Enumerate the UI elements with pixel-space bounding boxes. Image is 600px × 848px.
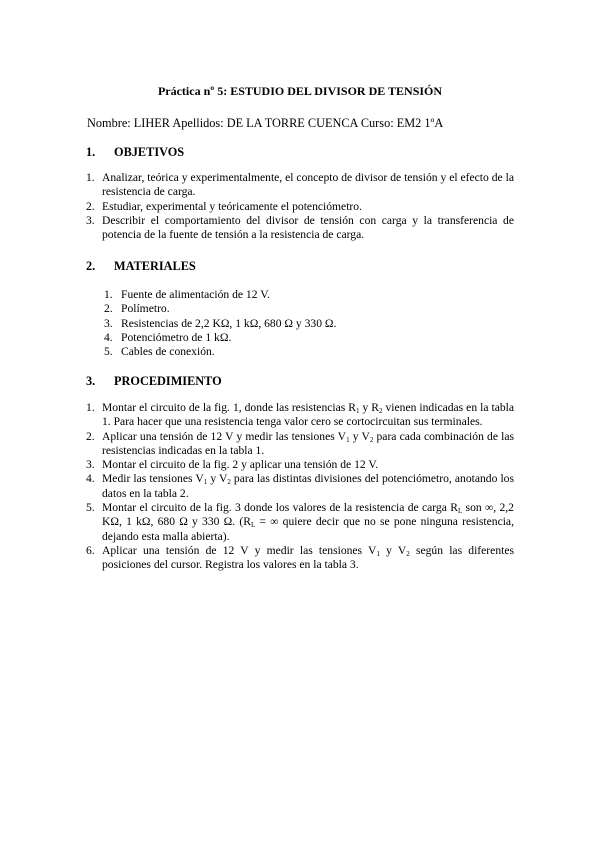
list-item: 5. Cables de conexión. [104,345,215,359]
list-item: 2. Aplicar una tensión de 12 V y medir las tensiones $V_1$ y $V_2$ para cada combinación de las resistencias indicadas en la tabla 1. [86,429,515,457]
list-item: 3. Montar el circuito de la fig. 2 y aplicar una tensión de 12 V. [86,458,379,472]
list-item: 1. Montar el circuito de la fig. 1, donde las resistencias $R_1$ y $R_2$ vienen indicadas en la tabla 1. Para hacer que una resistencia tenga valor cero se cortocircuitan sus terminales. [86,401,514,429]
list-item: 4. Potenciómetro de 1 kΩ. [104,330,232,344]
heading-title: OBJETIVOS [114,145,185,159]
list-item: 6. Aplicar una tensión de 12 V y medir las tensiones $V_1$ y $V_2$ según las diferentes posiciones del cursor. Registra los valores en la tabla 3. [86,543,514,572]
materiales-list [104,288,404,359]
document-title: Práctica nº 5: ESTUDIO DEL DIVISOR DE TENSIÓN [157,84,443,98]
heading-number: 2. [86,259,96,273]
heading-number: 3. [86,374,96,388]
heading-objetivos [86,145,184,159]
heading-materiales [86,259,196,273]
student-name-line: Nombre: LIHER Apellidos: DE LA TORRE CUENCA Curso: EM2 1ºA [87,116,444,130]
procedimiento-list [86,401,514,573]
heading-title: PROCEDIMIENTO [114,374,222,388]
list-item: 3. Describir el comportamiento del divisor de tensión con carga y la transferencia de potencia de la fuente de tensión a la resistencia de carga. [86,213,514,242]
objetivos-list [86,171,514,242]
list-item: 4. Medir las tensiones $V_1$ y $V_2$ para las distintas divisiones del potenciómetro, anotando los datos en la tabla 2. [86,472,514,500]
heading-title: MATERIALES [114,259,196,273]
list-item: 2. Polímetro. [104,302,170,316]
list-item: 1. Analizar, teórica y experimentalmente, el concepto de divisor de tensión y el efecto de la resistencia de carga. [86,171,514,199]
list-item: 1. Fuente de alimentación de 12 V. [104,288,270,301]
list-item: 3. Resistencias de 2,2 KΩ, 1 kΩ, 680 Ω y 330 Ω. [104,316,337,330]
heading-procedimiento [86,374,222,388]
heading-number: 1. [86,145,96,159]
list-item: 5. Montar el circuito de la fig. 3 donde los valores de la resistencia de carga $R_L$ son ∞, 2,2 KΩ, 1 kΩ, 680 Ω y 330 Ω. ($R_L$ = ∞ quiere decir que no se pone ninguna resistencia, dejando esta malla abierta). [86,501,514,543]
list-item: 2. Estudiar, experimental y teóricamente el potenciómetro. [86,199,362,213]
